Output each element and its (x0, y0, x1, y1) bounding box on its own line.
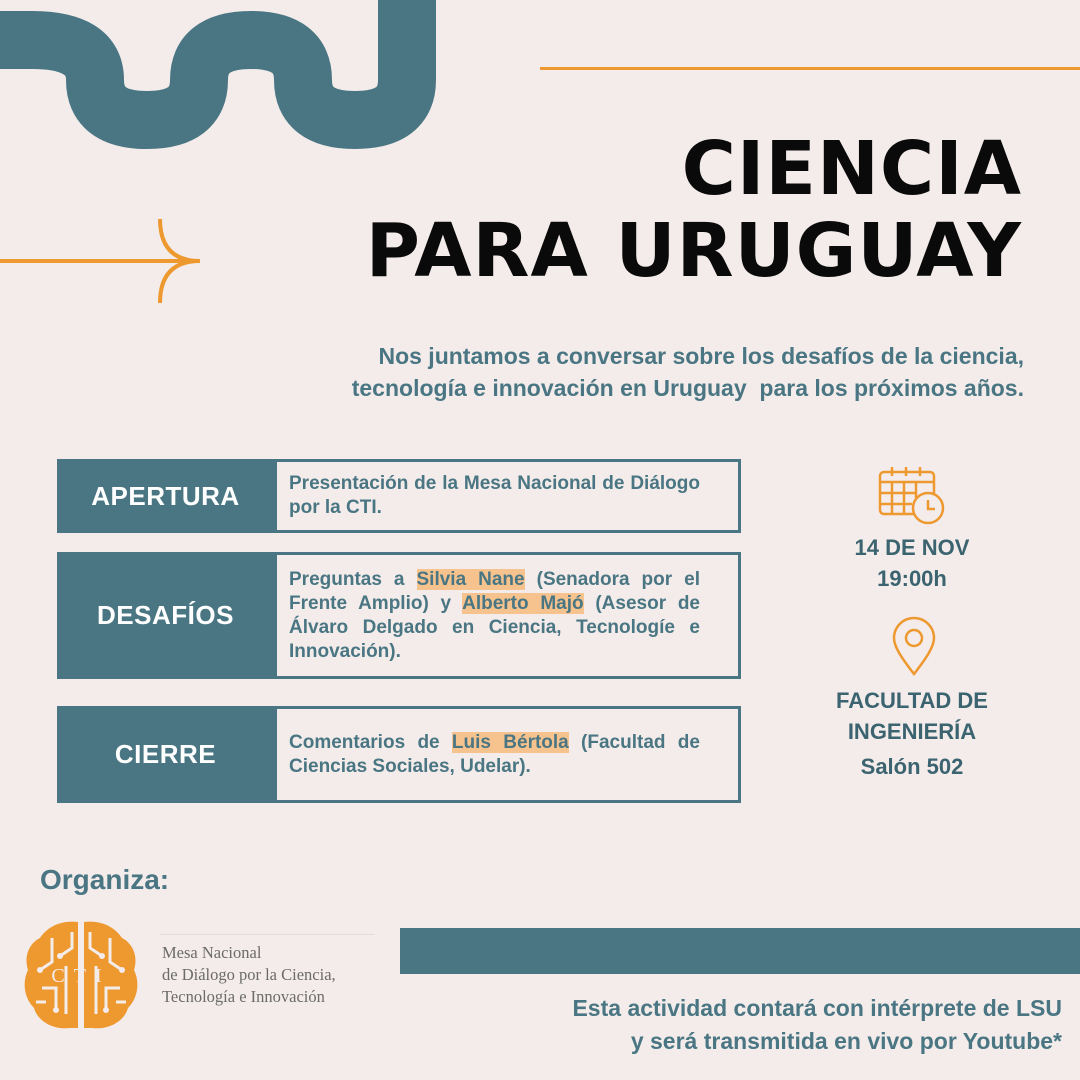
desafios-post: (Asesor de Álvaro Delgado en Ciencia, Tecnologíe e Innovación). (289, 592, 700, 662)
title-line-1: CIENCIA (681, 126, 1022, 212)
desafios-text (289, 568, 700, 664)
apertura-label: APERTURA (91, 480, 240, 511)
apertura-text: Presentación de la Mesa Nacional de Diálogo por la CTI. (289, 473, 700, 518)
location-room: Salón 502 (860, 754, 964, 779)
desafios-mid: (Senadora por el Frente Amplio) y (289, 568, 700, 614)
event-location (792, 685, 1032, 782)
agenda-label-desafios (57, 552, 274, 679)
logo-letters: CTI (51, 965, 111, 987)
intro-line-1: Nos juntamos a conversar sobre los desafíos de la ciencia, (378, 343, 1024, 369)
arrow-right-icon (0, 215, 210, 307)
footer-note (572, 992, 1062, 1058)
speaker-name-2: Alberto Majó (462, 592, 584, 614)
organizer-heading: Organiza: (40, 864, 170, 895)
desafios-label: DESAFÍOS (97, 600, 234, 630)
organizer-name-line-2: de Diálogo por la Ciencia, (162, 965, 336, 984)
organizer-name-line-1: Mesa Nacional (162, 943, 262, 962)
location-pin-icon (890, 616, 938, 678)
agenda-desc-desafios (274, 552, 741, 679)
speaker-name-1: Silvia Nane (416, 568, 525, 590)
intro-text (352, 340, 1024, 404)
top-orange-line (540, 67, 1080, 70)
event-datetime (792, 532, 1032, 594)
intro-line-2: tecnología e innovación en Uruguay para los próximos años. (351, 375, 1024, 401)
logo-divider-top (160, 934, 375, 935)
agenda-desc-cierre (274, 706, 741, 803)
footer-bar (400, 928, 1080, 974)
page-title (366, 128, 1022, 292)
organizer-name-line-3: Tecnología e Innovación (162, 987, 325, 1006)
agenda-label-cierre (57, 706, 274, 803)
footer-line-2: y será transmitida en vivo por Youtube* (630, 1028, 1062, 1054)
footer-line-1: Esta actividad contará con intérprete de LSU (572, 995, 1062, 1021)
title-line-2: PARA URUGUAY (365, 208, 1022, 294)
agenda-label-apertura (57, 459, 274, 533)
calendar-icon (876, 464, 948, 526)
event-time: 19:00h (877, 566, 947, 591)
cti-brain-logo (22, 918, 140, 1034)
cierre-pre: Comentarios de (289, 731, 452, 753)
location-line-1: FACULTAD DE (836, 688, 988, 713)
desafios-pre: Preguntas a (289, 568, 417, 590)
agenda-desc-apertura (274, 459, 741, 533)
location-line-2: INGENIERÍA (847, 719, 977, 744)
organizer-name (162, 942, 336, 1008)
cierre-text (289, 731, 700, 779)
speaker-name-3: Luis Bértola (451, 731, 569, 753)
cierre-post: (Facultad de Ciencias Sociales, Udelar). (289, 731, 700, 777)
event-date: 14 DE NOV (854, 535, 970, 560)
cierre-label: CIERRE (114, 739, 217, 769)
